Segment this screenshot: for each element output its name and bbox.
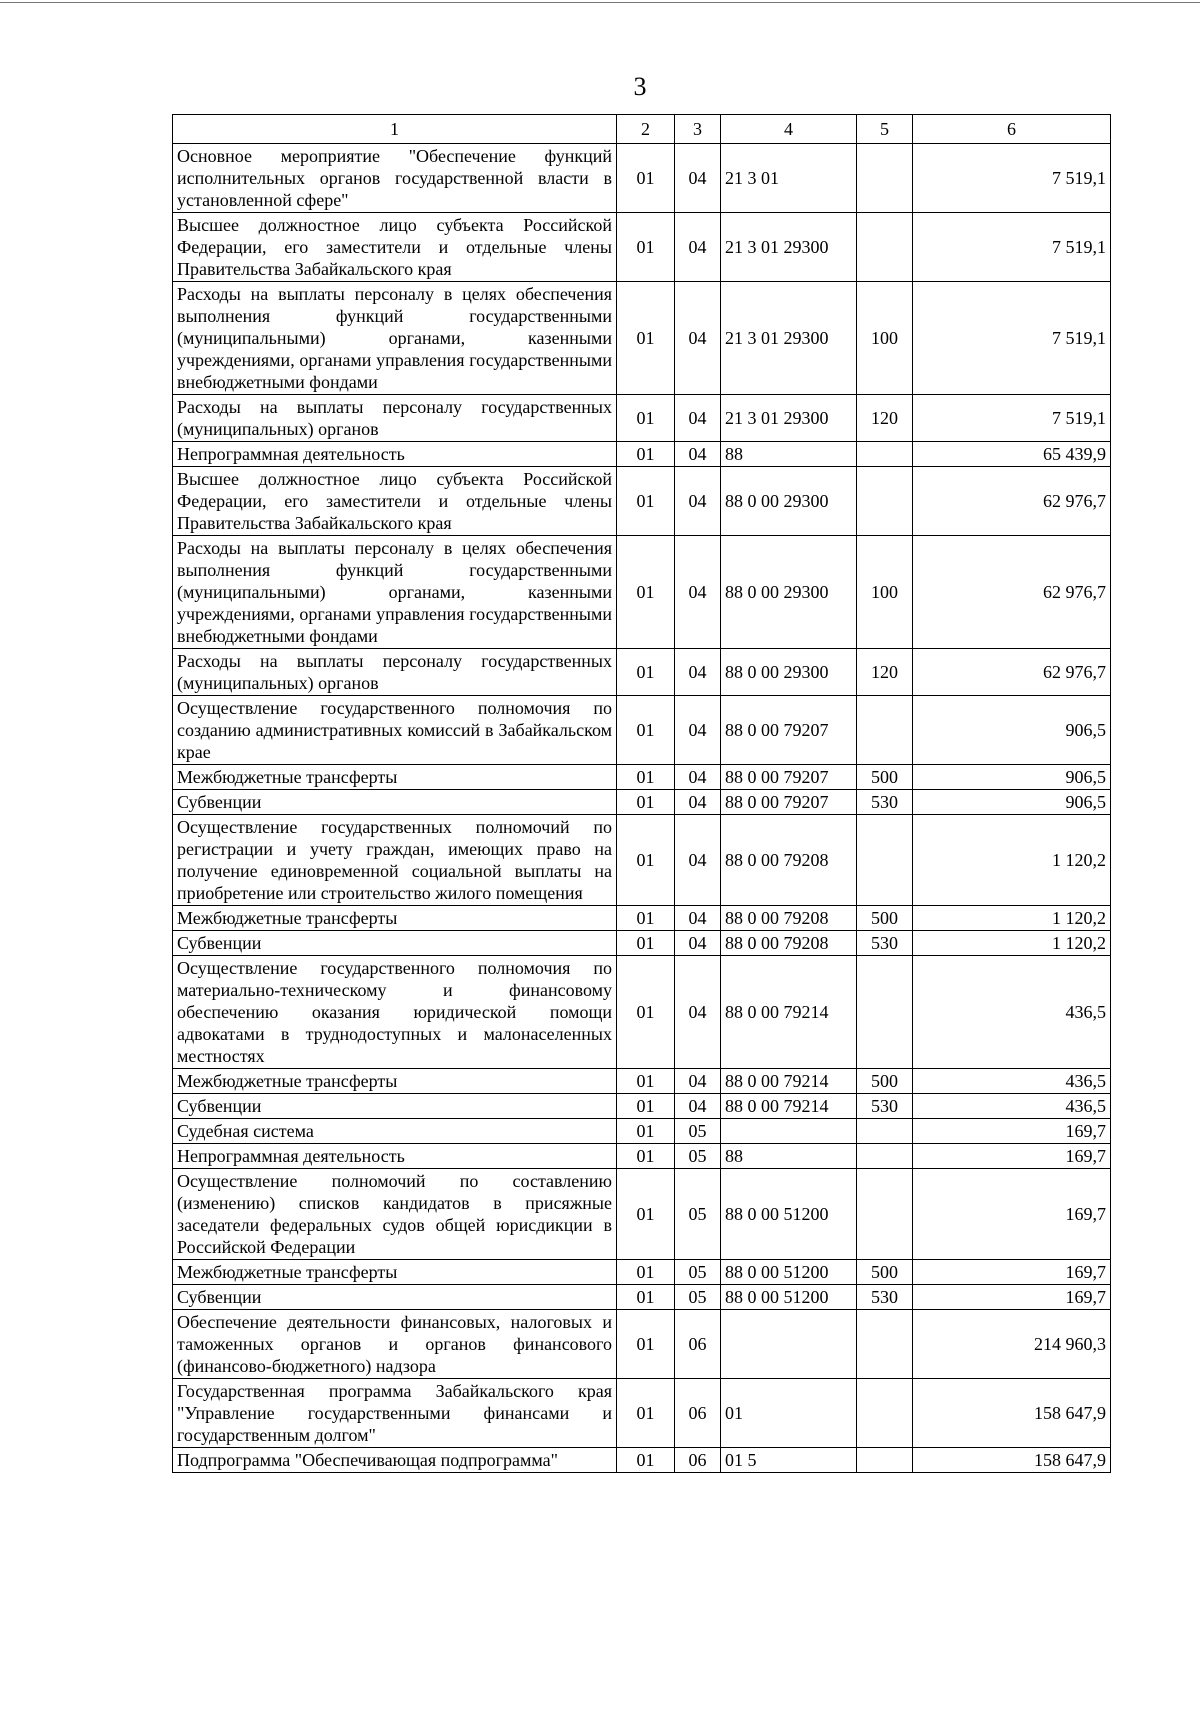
amount-cell: 7 519,1: [913, 144, 1111, 213]
section-cell: 01: [617, 696, 675, 765]
target-article-cell: 88 0 00 51200: [721, 1169, 857, 1260]
table-row: [173, 1144, 1111, 1169]
expense-type-cell: [857, 956, 913, 1069]
item-name-cell: Межбюджетные трансферты: [173, 1260, 617, 1285]
header-col-4: 4: [721, 115, 857, 144]
expense-type-cell: 120: [857, 649, 913, 696]
subsection-cell: 05: [675, 1144, 721, 1169]
subsection-cell: 05: [675, 1119, 721, 1144]
table-row: [173, 956, 1111, 1069]
section-cell: 01: [617, 442, 675, 467]
expense-type-cell: [857, 144, 913, 213]
target-article-cell: 88 0 00 79214: [721, 1094, 857, 1119]
subsection-cell: 06: [675, 1379, 721, 1448]
subsection-cell: 04: [675, 1069, 721, 1094]
target-article-cell: 88 0 00 29300: [721, 536, 857, 649]
header-col-1: 1: [173, 115, 617, 144]
expense-type-cell: [857, 213, 913, 282]
table-row: [173, 790, 1111, 815]
amount-cell: 7 519,1: [913, 213, 1111, 282]
target-article-cell: 88 0 00 79214: [721, 1069, 857, 1094]
header-col-5: 5: [857, 115, 913, 144]
item-name-cell: Осуществление государственного полномочия по созданию административных комиссий в Забайкальском крае: [173, 696, 617, 765]
section-cell: 01: [617, 144, 675, 213]
amount-cell: 62 976,7: [913, 467, 1111, 536]
subsection-cell: 04: [675, 956, 721, 1069]
section-cell: 01: [617, 649, 675, 696]
expense-type-cell: [857, 1448, 913, 1473]
section-cell: 01: [617, 1379, 675, 1448]
table-row: [173, 1260, 1111, 1285]
section-cell: 01: [617, 1285, 675, 1310]
subsection-cell: 04: [675, 696, 721, 765]
amount-cell: 65 439,9: [913, 442, 1111, 467]
item-name-cell: Непрограммная деятельность: [173, 442, 617, 467]
budget-table: [172, 114, 1111, 1473]
table-row: [173, 536, 1111, 649]
amount-cell: 1 120,2: [913, 931, 1111, 956]
amount-cell: 436,5: [913, 1094, 1111, 1119]
subsection-cell: 04: [675, 442, 721, 467]
target-article-cell: 88 0 00 79208: [721, 906, 857, 931]
amount-cell: 169,7: [913, 1169, 1111, 1260]
table-row: [173, 1379, 1111, 1448]
expense-type-cell: [857, 1169, 913, 1260]
section-cell: 01: [617, 765, 675, 790]
subsection-cell: 04: [675, 790, 721, 815]
expense-type-cell: 530: [857, 931, 913, 956]
subsection-cell: 04: [675, 649, 721, 696]
target-article-cell: 88 0 00 29300: [721, 649, 857, 696]
amount-cell: 7 519,1: [913, 395, 1111, 442]
expense-type-cell: [857, 442, 913, 467]
subsection-cell: 04: [675, 536, 721, 649]
target-article-cell: 01: [721, 1379, 857, 1448]
table-row: [173, 649, 1111, 696]
subsection-cell: 04: [675, 144, 721, 213]
subsection-cell: 06: [675, 1448, 721, 1473]
item-name-cell: Субвенции: [173, 1094, 617, 1119]
target-article-cell: 88 0 00 79207: [721, 765, 857, 790]
expense-type-cell: [857, 467, 913, 536]
item-name-cell: Судебная система: [173, 1119, 617, 1144]
expense-type-cell: [857, 1119, 913, 1144]
section-cell: 01: [617, 213, 675, 282]
subsection-cell: 05: [675, 1169, 721, 1260]
expense-type-cell: 120: [857, 395, 913, 442]
item-name-cell: Расходы на выплаты персоналу государственных (муниципальных) органов: [173, 395, 617, 442]
section-cell: 01: [617, 395, 675, 442]
section-cell: 01: [617, 790, 675, 815]
target-article-cell: 88 0 00 51200: [721, 1260, 857, 1285]
item-name-cell: Межбюджетные трансферты: [173, 1069, 617, 1094]
table-row: [173, 442, 1111, 467]
subsection-cell: 04: [675, 395, 721, 442]
table-row: [173, 1094, 1111, 1119]
expense-type-cell: 500: [857, 765, 913, 790]
target-article-cell: 21 3 01 29300: [721, 395, 857, 442]
page-number: 3: [633, 72, 647, 101]
item-name-cell: Субвенции: [173, 1285, 617, 1310]
amount-cell: 906,5: [913, 765, 1111, 790]
item-name-cell: Высшее должностное лицо субъекта Российской Федерации, его заместители и отдельные члены Правительства Забайкальского края: [173, 467, 617, 536]
expense-type-cell: 100: [857, 282, 913, 395]
expense-type-cell: 530: [857, 1094, 913, 1119]
section-cell: 01: [617, 815, 675, 906]
amount-cell: 214 960,3: [913, 1310, 1111, 1379]
section-cell: 01: [617, 467, 675, 536]
target-article-cell: 88: [721, 442, 857, 467]
table-row: [173, 906, 1111, 931]
item-name-cell: Обеспечение деятельности финансовых, налоговых и таможенных органов и органов финансового (финансово-бюджетного) надзора: [173, 1310, 617, 1379]
item-name-cell: Непрограммная деятельность: [173, 1144, 617, 1169]
subsection-cell: 04: [675, 1094, 721, 1119]
item-name-cell: Подпрограмма "Обеспечивающая подпрограмма": [173, 1448, 617, 1473]
item-name-cell: Межбюджетные трансферты: [173, 765, 617, 790]
subsection-cell: 04: [675, 467, 721, 536]
subsection-cell: 05: [675, 1285, 721, 1310]
target-article-cell: 01 5: [721, 1448, 857, 1473]
table-row: [173, 1448, 1111, 1473]
expense-type-cell: 500: [857, 1260, 913, 1285]
target-article-cell: 88 0 00 51200: [721, 1285, 857, 1310]
header-col-2: 2: [617, 115, 675, 144]
top-border-line: [0, 2, 1200, 3]
table-row: [173, 765, 1111, 790]
amount-cell: 62 976,7: [913, 536, 1111, 649]
expense-type-cell: [857, 696, 913, 765]
target-article-cell: 21 3 01 29300: [721, 282, 857, 395]
expense-type-cell: 100: [857, 536, 913, 649]
table-row: [173, 1069, 1111, 1094]
table-row: [173, 1310, 1111, 1379]
subsection-cell: 04: [675, 815, 721, 906]
section-cell: 01: [617, 1094, 675, 1119]
amount-cell: 436,5: [913, 956, 1111, 1069]
subsection-cell: 04: [675, 931, 721, 956]
amount-cell: 906,5: [913, 790, 1111, 815]
section-cell: 01: [617, 1144, 675, 1169]
subsection-cell: 04: [675, 906, 721, 931]
target-article-cell: 88 0 00 79214: [721, 956, 857, 1069]
table-row: [173, 696, 1111, 765]
target-article-cell: 21 3 01: [721, 144, 857, 213]
target-article-cell: 21 3 01 29300: [721, 213, 857, 282]
item-name-cell: Осуществление полномочий по составлению (изменению) списков кандидатов в присяжные заседатели федеральных судов общей юрисдикции в Российской Федерации: [173, 1169, 617, 1260]
section-cell: 01: [617, 931, 675, 956]
amount-cell: 1 120,2: [913, 906, 1111, 931]
expense-type-cell: 500: [857, 1069, 913, 1094]
target-article-cell: 88 0 00 79208: [721, 931, 857, 956]
table-row: [173, 1119, 1111, 1144]
subsection-cell: 04: [675, 765, 721, 790]
section-cell: 01: [617, 1119, 675, 1144]
amount-cell: 169,7: [913, 1144, 1111, 1169]
target-article-cell: [721, 1119, 857, 1144]
amount-cell: 906,5: [913, 696, 1111, 765]
item-name-cell: Межбюджетные трансферты: [173, 906, 617, 931]
table-row: [173, 213, 1111, 282]
section-cell: 01: [617, 1260, 675, 1285]
item-name-cell: Основное мероприятие "Обеспечение функций исполнительных органов государственной власти в установленной сфере": [173, 144, 617, 213]
target-article-cell: 88 0 00 79208: [721, 815, 857, 906]
subsection-cell: 04: [675, 282, 721, 395]
item-name-cell: Субвенции: [173, 931, 617, 956]
table-row: [173, 931, 1111, 956]
section-cell: 01: [617, 1448, 675, 1473]
table-row: [173, 144, 1111, 213]
item-name-cell: Субвенции: [173, 790, 617, 815]
subsection-cell: 04: [675, 213, 721, 282]
section-cell: 01: [617, 536, 675, 649]
table-body: [173, 144, 1111, 1473]
target-article-cell: [721, 1310, 857, 1379]
expense-type-cell: [857, 1144, 913, 1169]
expense-type-cell: 530: [857, 1285, 913, 1310]
target-article-cell: 88 0 00 79207: [721, 696, 857, 765]
section-cell: 01: [617, 956, 675, 1069]
target-article-cell: 88 0 00 29300: [721, 467, 857, 536]
table-row: [173, 1169, 1111, 1260]
amount-cell: 169,7: [913, 1119, 1111, 1144]
table-row: [173, 1285, 1111, 1310]
header-col-6: 6: [913, 115, 1111, 144]
section-cell: 01: [617, 282, 675, 395]
item-name-cell: Осуществление государственного полномочия по материально-техническому и финансовому обеспечению оказания юридической помощи адвокатами в труднодоступных и малонаселенных местностях: [173, 956, 617, 1069]
item-name-cell: Государственная программа Забайкальского края "Управление государственными финансами и государственным долгом": [173, 1379, 617, 1448]
table-row: [173, 282, 1111, 395]
amount-cell: 62 976,7: [913, 649, 1111, 696]
section-cell: 01: [617, 1069, 675, 1094]
table-row: [173, 815, 1111, 906]
section-cell: 01: [617, 906, 675, 931]
expense-type-cell: [857, 1379, 913, 1448]
subsection-cell: 06: [675, 1310, 721, 1379]
amount-cell: 158 647,9: [913, 1448, 1111, 1473]
item-name-cell: Осуществление государственных полномочий по регистрации и учету граждан, имеющих право на получение единовременной социальной выплаты на приобретение или строительство жилого помещения: [173, 815, 617, 906]
header-col-3: 3: [675, 115, 721, 144]
section-cell: 01: [617, 1169, 675, 1260]
section-cell: 01: [617, 1310, 675, 1379]
target-article-cell: 88: [721, 1144, 857, 1169]
expense-type-cell: [857, 1310, 913, 1379]
target-article-cell: 88 0 00 79207: [721, 790, 857, 815]
item-name-cell: Расходы на выплаты персоналу в целях обеспечения выполнения функций государственными (муниципальными) органами, казенными учреждениями, органами управления государственными внебюджетными фондами: [173, 282, 617, 395]
amount-cell: 7 519,1: [913, 282, 1111, 395]
expense-type-cell: 500: [857, 906, 913, 931]
table-header-row: [173, 115, 1111, 144]
amount-cell: 436,5: [913, 1069, 1111, 1094]
table-row: [173, 467, 1111, 536]
table-row: [173, 395, 1111, 442]
subsection-cell: 05: [675, 1260, 721, 1285]
amount-cell: 1 120,2: [913, 815, 1111, 906]
expense-type-cell: 530: [857, 790, 913, 815]
amount-cell: 169,7: [913, 1285, 1111, 1310]
amount-cell: 158 647,9: [913, 1379, 1111, 1448]
expense-type-cell: [857, 815, 913, 906]
item-name-cell: Высшее должностное лицо субъекта Российской Федерации, его заместители и отдельные члены Правительства Забайкальского края: [173, 213, 617, 282]
amount-cell: 169,7: [913, 1260, 1111, 1285]
item-name-cell: Расходы на выплаты персоналу государственных (муниципальных) органов: [173, 649, 617, 696]
item-name-cell: Расходы на выплаты персоналу в целях обеспечения выполнения функций государственными (муниципальными) органами, казенными учреждениями, органами управления государственными внебюджетными фондами: [173, 536, 617, 649]
